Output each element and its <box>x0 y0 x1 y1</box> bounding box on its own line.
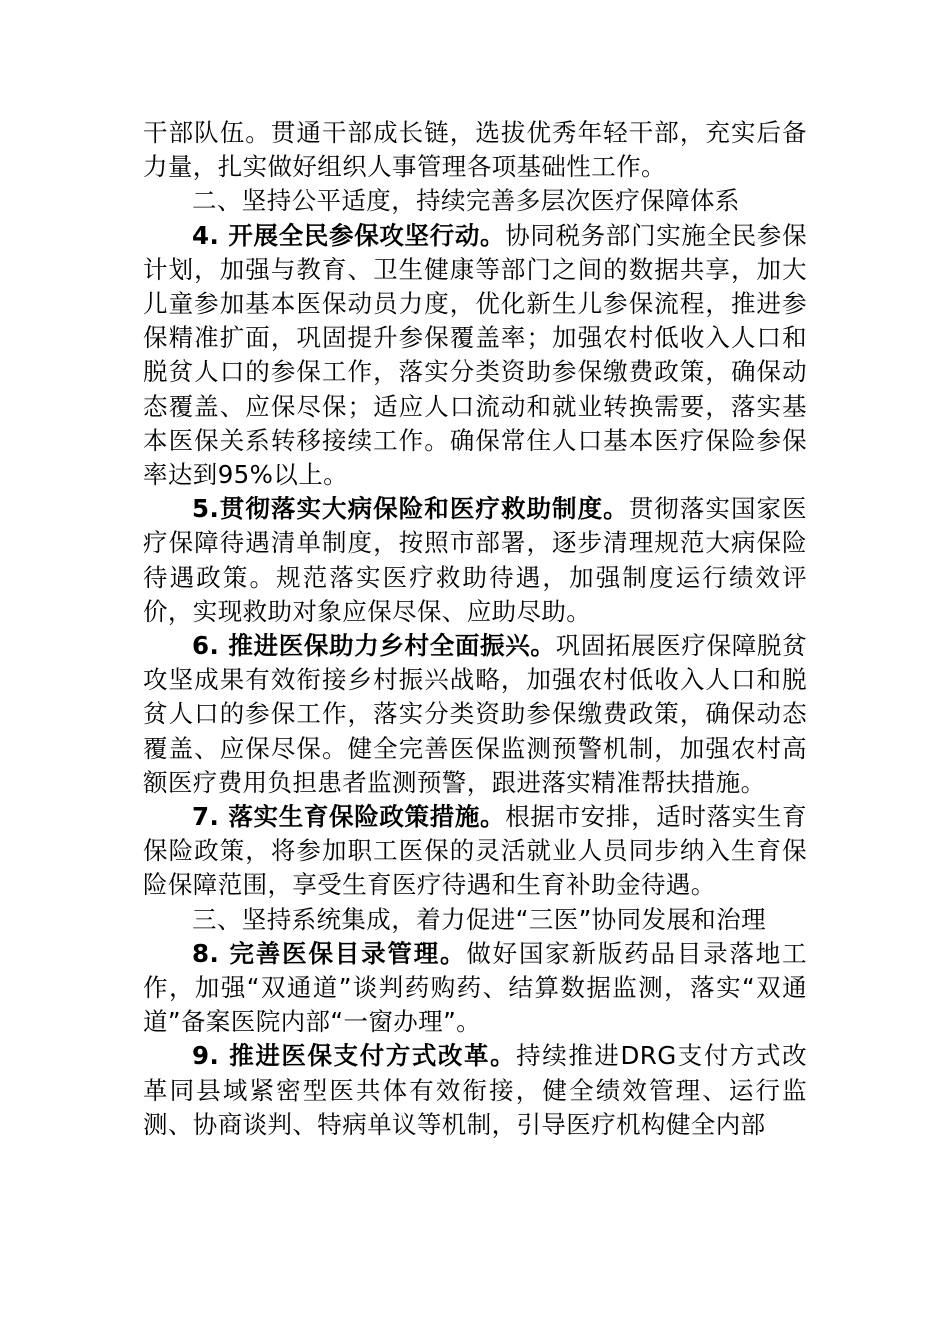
paragraph-item-8 <box>143 937 807 1040</box>
item-heading: 9. 推进医保支付方式改革。 <box>192 1041 517 1071</box>
item-heading: 7. 落实生育保险政策措施。 <box>192 802 506 832</box>
item-heading: 8. 完善医保目录管理。 <box>192 938 467 968</box>
paragraph-text: 做好国家新版药品目录落地工作，加强“双通道”谈判药购药、结算数据监测，落实“双通道”备案医院内部“一窗办理”。 <box>143 938 807 1037</box>
paragraph-item-5 <box>143 492 807 629</box>
item-heading: 4. 开展全民参保攻坚行动。 <box>192 220 506 250</box>
item-heading: 5.贯彻落实大病保险和医疗救助制度。 <box>192 494 629 524</box>
paragraph-continuation <box>143 116 807 184</box>
section-heading-2 <box>143 184 807 218</box>
section-heading-text: 二、坚持公平适度，持续完善多层次医疗保障体系 <box>192 186 740 216</box>
paragraph-text: 贯彻落实国家医疗保障待遇清单制度，按照市部署，逐步清理规范大病保险待遇政策。规范落实医疗救助待遇，加强制度运行绩效评价，实现救助对象应保尽保、应助尽助。 <box>143 494 807 626</box>
paragraph-text: 协同税务部门实施全民参保计划，加强与教育、卫生健康等部门之间的数据共享，加大儿童参加基本医保动员力度，优化新生儿参保流程，推进参保精准扩面，巩固提升参保覆盖率；加强农村低收入人口和脱贫人口的参保工作，落实分类资助参保缴费政策，确保动态覆盖、应保尽保；适应人口流动和就业转换需要，落实基本医保关系转移接续工作。确保常住人口基本医疗保险参保率达到95%以上。 <box>143 220 807 490</box>
paragraph-text: 巩固拓展医疗保障脱贫攻坚成果有效衔接乡村振兴战略，加强农村低收入人口和脱贫人口的参保工作，落实分类资助参保缴费政策，确保动态覆盖、应保尽保。健全完善医保监测预警机制，加强农村高额医疗费用负担患者监测预警，跟进落实精准帮扶措施。 <box>143 631 807 797</box>
paragraph-text: 根据市安排，适时落实生育保险政策，将参加职工医保的灵活就业人员同步纳入生育保险保障范围，享受生育医疗待遇和生育补助金待遇。 <box>143 802 807 900</box>
paragraph-text: 持续推进DRG支付方式改革同县域紧密型医共体有效衔接，健全绩效管理、运行监测、协商谈判、特病单议等机制，引导医疗机构健全内部 <box>143 1041 807 1139</box>
paragraph-text: 干部队伍。贯通干部成长链，选拔优秀年轻干部，充实后备力量，扎实做好组织人事管理各项基础性工作。 <box>143 118 807 182</box>
paragraph-item-9 <box>143 1039 807 1142</box>
paragraph-item-6 <box>143 629 807 800</box>
paragraph-item-7 <box>143 800 807 903</box>
section-heading-3 <box>143 903 807 937</box>
item-heading: 6. 推进医保助力乡村全面振兴。 <box>192 631 556 661</box>
section-heading-text: 三、坚持系统集成，着力促进“三医”协同发展和治理 <box>192 904 766 934</box>
paragraph-item-4 <box>143 219 807 493</box>
